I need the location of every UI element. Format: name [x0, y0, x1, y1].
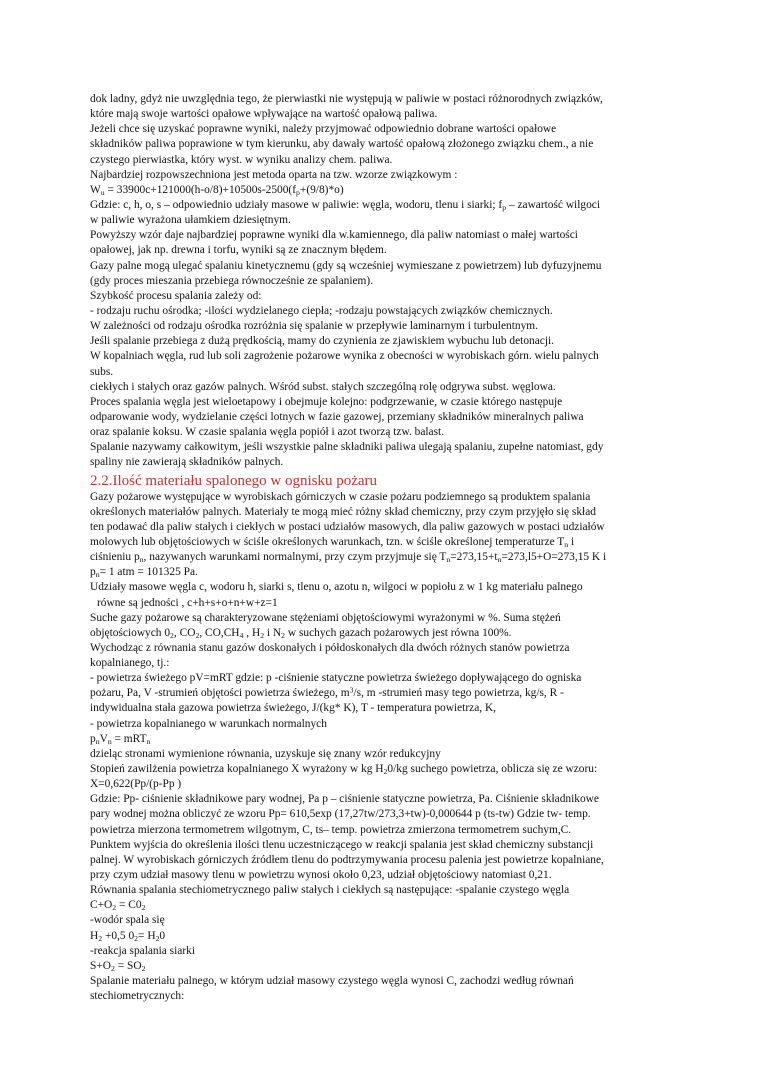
text-line: molowych lub objętościowych w ściśle określonych warunkach, tzn. w ściśle określonej temperaturze $T_n$ i: [90, 535, 575, 549]
section-heading: 2.2.Ilość materiału spalonego w ognisku pożaru: [90, 472, 378, 489]
text-line: odparowanie wody, wydzielanie części lotnych w fazie gazowej, przemiany składników mineralnych paliwa: [90, 410, 584, 423]
equation-hydrogen: $H_2 +0,5$ $0_2= H_20$: [90, 929, 166, 943]
text-line: - powietrza kopalnianego w warunkach normalnych: [90, 717, 327, 730]
text-line: subs.: [90, 365, 114, 378]
text-line: $p_n= 1$ atm = 101325 Pa.: [90, 566, 198, 580]
text-line: składników paliwa poprawione w tym kierunku, aby dawały wartość opałową złożonego związku chem., a nie: [90, 138, 594, 151]
formula-x: X=0,622(Pp/(p-Pp ): [90, 778, 182, 791]
text-line: W zależności od rodzaju ośrodka rozróżnia się spalanie w przepływie laminarnym i turbulentnym.: [90, 320, 538, 333]
text-line: Udziały masowe węgla c, wodoru h, siarki s, tlenu o, azotu n, wilgoci w popiołu z w 1 kg materiału palnego: [90, 581, 583, 594]
text-line: Jeżeli chce się uzyskać poprawne wyniki, należy przyjmować odpowiednio dobrane wartości opałowe: [90, 123, 557, 136]
text-line: indywidualna stała gazowa powietrza świeżego, J/(kg* K), T - temperatura powietrza, K,: [90, 702, 497, 715]
text-line: Gdzie: Pp- ciśnienie składnikowe pary wodnej, Pa p – ciśnienie statyczne powietrza, Pa. Ciśnienie składnikowe: [90, 793, 599, 806]
text-line: Gazy pożarowe występujące w wyrobiskach górniczych w czasie pożaru podziemnego są produktem spalania: [90, 490, 591, 503]
text-line: Wychodząc z równania stanu gazów doskonałych i półdoskonałych dla dwóch różnych stanów powietrza: [90, 641, 570, 654]
text-line: pary wodnej można obliczyć ze wzoru Pp= 610,5exp (17,27tw/273,3+tw)-0,000644 p (ts-tw) Gdzie tw- temp.: [90, 808, 591, 821]
text-line: kopalnianego, tj.:: [90, 657, 170, 670]
text-line: Proces spalania węgla jest wieloetapowy i obejmuje kolejno: podgrzewanie, w czasie którego następuje: [90, 395, 563, 408]
text-line: dok ladny, gdyż nie uwzględnia tego, że pierwiastki nie występują w paliwie w postaci różnorodnych związków,: [90, 93, 603, 105]
equation-carbon: $C+O_2 = C0_2$: [90, 899, 146, 913]
text-line: Szybkość procesu spalania zależy od:: [90, 289, 262, 302]
text-line: Gazy palne mogą ulegać spalaniu kinetycznemu (gdy są wcześniej wymieszane z powietrzem) lub dyfuzyjnemu: [90, 259, 602, 272]
text-line: czystego pierwiastka, który wyst. w wyniku analizy chem. paliwa.: [90, 153, 393, 166]
text-line: określonych materiałów palnych. Materiały te mogą mieć różny skład chemiczny, przy czym przyjęło się skład: [90, 505, 596, 518]
text-line: Najbardziej rozpowszechniona jest metoda oparta na tzw. wzorze związkowym :: [90, 168, 458, 181]
formula-wu: $W_u = 33900c+121000(h-o/8)+10500s-2500(f_p+(9/8)*o)$: [90, 183, 344, 197]
text-line: Spalanie nazywamy całkowitym, jeśli wszystkie palne składniki paliwa ulegają spalaniu, zupełne natomiast, gdy: [90, 441, 604, 454]
text-line: powietrza mierzona termometrem wilgotnym, C, ts– temp. powietrza zmierzona termometrem suchym,C.: [90, 823, 572, 836]
text-line: Gdzie: c, h, o, s – odpowiednio udziały masowe w paliwie: węgla, wodoru, tlenu i siarki; $f_p$ – zawartość wilgoci: [90, 198, 601, 212]
text-line: Jeśli spalanie przebiega z dużą prędkością, mamy do czynienia ze zjawiskiem wybuchu lub detonacji.: [90, 335, 554, 348]
equation-sulfur: $S+O_2 = SO_2$: [90, 959, 146, 973]
text-line: stechiometrycznych:: [90, 990, 185, 1003]
text-line: przy czym udział masowy tlenu w powietrzu wynosi około 0,23, udział objętościowy natomiast 0,21.: [90, 869, 552, 882]
text-line: Stopień zawilżenia powietrza kopalnianego X wyrażony w kg $H_20/kg$ suchego powietrza, oblicza się ze wzoru:: [90, 763, 598, 776]
text-line: pożaru, Pa, V -strumień objętości powietrza świeżego, $m^3/s$, m -strumień masy tego powietrza, kg/s, R -: [90, 685, 564, 700]
text-line: -reakcja spalania siarki: [90, 944, 195, 957]
text-line: opałowej, jak np. drewna i torfu, wyniki są ze znacznym błędem.: [90, 244, 387, 257]
text-line: w paliwie wyrażona ułamkiem dziesiętnym.: [90, 214, 291, 227]
document-text: [90, 92, 680, 1004]
text-line: W kopalniach węgla, rud lub soli zagrożenie pożarowe wynika z obecności w wyrobiskach górn. wielu palnych: [90, 350, 599, 363]
text-line: Równania spalania stechiometrycznego paliw stałych i ciekłych są następujące: -spalanie czystego węgla: [90, 884, 570, 897]
text-line: ciśnieniu $p_n$, nazywanych warunkami normalnymi, przy czym przyjmuje się $T_n=273,15+t_n=273,l5+O=273,15$ K i: [90, 551, 607, 565]
text-line: Suche gazy pożarowe są charakteryzowane stężeniami objętościowymi wyrażonymi w %. Suma stężeń: [90, 611, 561, 624]
text-line: -wodór spala się: [90, 914, 165, 927]
text-line: Spalanie materiału palnego, w którym udział masowy czystego węgla wynosi C, zachodzi według równań: [90, 975, 574, 988]
text-line: ciekłych i stałych oraz gazów palnych. Wśród subst. stałych szczególną rolę odgrywa subst. węglowa.: [90, 380, 556, 393]
text-line: palnej. W wyrobiskach górniczych źródłem tlenu do podtrzymywania procesu palenia jest powietrze kopalniane,: [90, 853, 604, 866]
text-line: które mają swoje wartości opałowe wpływające na wartość opałową paliwa.: [90, 108, 438, 121]
text-line: ten podawać dla paliw stałych i ciekłych w postaci udziałów masowych, dla paliw gazowych w postaci udziałów: [90, 520, 605, 533]
text-line: oraz spalanie koksu. W czasie spalania węgla popiół i azot tworzą tzw. balast.: [90, 426, 445, 439]
text-line: Punktem wyjścia do określenia ilości tlenu uczestniczącego w reakcji spalania jest skład chemiczny substancji: [90, 838, 594, 851]
text-line: - powietrza świeżego pV=mRT gdzie: p -ciśnienie statyczne powietrza świeżego dopływającego do ogniska: [90, 672, 582, 685]
text-line: objętościowych $0_2$, $CO_2$, $CO,CH_4$ , $H_2$ i $N_2$ w suchych gazach pożarowych jest równa 100%.: [90, 626, 512, 640]
text-line: - rodzaju ruchu ośrodka; -ilości wydzielanego ciepła; -rodzaju powstających związków chemicznych.: [90, 304, 553, 317]
text-line: Powyższy wzór daje najbardziej poprawne wyniki dla w.kamiennego, dla paliw natomiast o małej wartości: [90, 229, 578, 242]
text-line: (gdy proces mieszania przebiega równocześnie ze spalaniem).: [90, 274, 374, 287]
text-line: spaliny nie zawierają składników palnych.: [90, 456, 284, 469]
formula-pnvn: $p_nV_n = mRT_n$: [90, 732, 151, 746]
text-line: równe są jedności , c+h+s+o+n+w+z=1: [97, 596, 278, 609]
text-line: dzieląc stronami wymienione równania, uzyskuje się znany wzór redukcyjny: [90, 747, 441, 760]
